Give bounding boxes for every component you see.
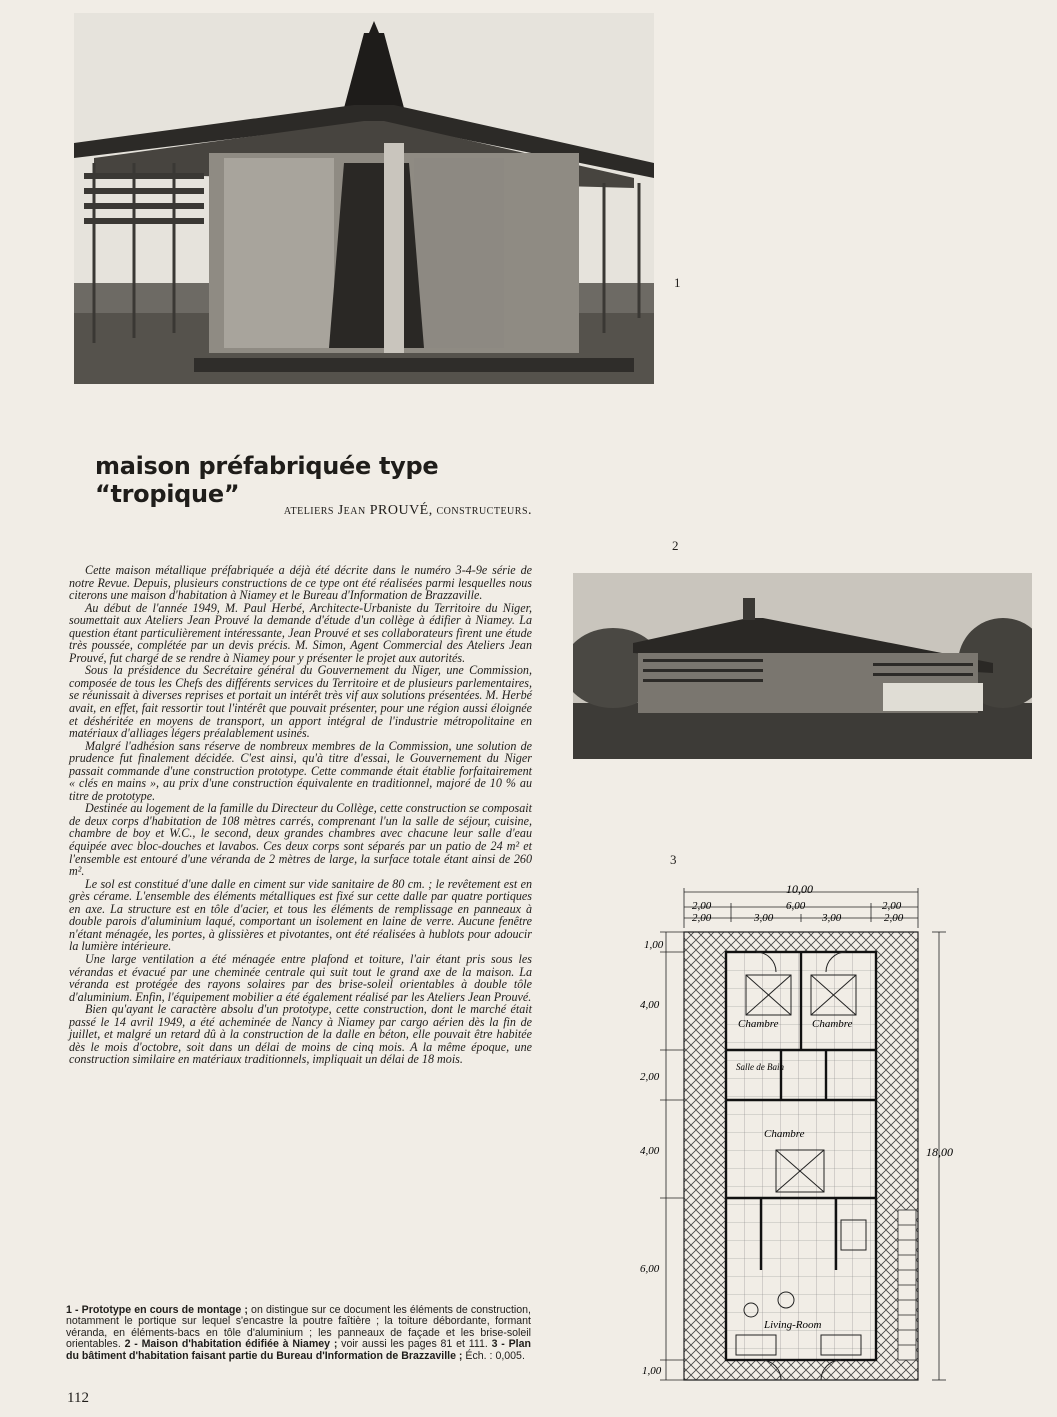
- article-title: maison préfabriquée type “tropique”: [95, 452, 439, 508]
- room-label-living-room: Living-Room: [764, 1319, 822, 1331]
- dim-row3-a: 2,00: [692, 912, 712, 924]
- article-byline: [170, 502, 532, 519]
- byline-suffix: constructeurs.: [436, 503, 532, 518]
- dim-left-5: 6,00: [640, 1263, 660, 1275]
- dim-left-1: 1,00: [644, 939, 664, 951]
- dim-left-6: 1,00: [642, 1365, 662, 1377]
- article-body: [69, 564, 532, 1066]
- room-label-salle-de-bain: Salle de Bain: [736, 1062, 784, 1072]
- caption-3-text: Éch. : 0,005.: [462, 1349, 525, 1362]
- paragraph: Une large ventilation a été ménagée entre plafond et toiture, l'air étant pris sous les vérandas et évacué par une cheminée centrale qui suit tout le grand axe de la maison. La véranda est protégée des rayons solaires par des brise-soleil orientables à double tôle d'aluminium. Enfin, l'équipement mobilier a été également réalisé par les Ateliers Jean Prouvé.: [69, 951, 532, 1004]
- room-label-chambre-1: Chambre: [738, 1018, 779, 1030]
- floor-plan: [636, 880, 966, 1400]
- page-number: 112: [67, 1390, 89, 1406]
- dim-row3-d: 2,00: [884, 912, 904, 924]
- caption-1-title: 1 - Prototype en cours de montage ;: [66, 1304, 248, 1316]
- photo-prototype-assembly: [74, 13, 654, 384]
- figure-number-2: 2: [672, 538, 679, 553]
- dim-left-3: 2,00: [640, 1071, 660, 1083]
- caption-1-text: on distingue sur ce document les éléments de construction, notamment le portique sur lequel s'encastre la poutre faîtière ; la toiture débordante, formant véranda, en éléments-bacs en tôle d'aluminium ; les panneaux de façade et les brise-soleil orientables.: [66, 1304, 531, 1351]
- paragraph: Le sol est constitué d'une dalle en ciment sur vide sanitaire de 80 cm. ; le revêtement est en grès cérame. L'ensemble des éléments métalliques est fixé sur cette dalle par quatre portiques en axe. La structure est en tôle d'acier, et tous les éléments de remplissage en panneaux à double parois d'aluminium laqué, comportant un isolement en laine de verre. Aucune fenêtre n'étant ménagée, les portes, à glissières et pivotantes, ont été réalisées à hublots pour adoucir la lumière intérieure.: [69, 876, 532, 954]
- figure-number-1: 1: [674, 275, 681, 290]
- caption-3-title: 3 - Plan du bâtiment d'habitation faisant partie du Bureau d'Information de Brazzaville ;: [66, 1338, 531, 1362]
- dim-row2-b: 6,00: [786, 900, 806, 912]
- dim-row2-c: 2,00: [882, 900, 902, 912]
- byline-prefix: ateliers: [283, 503, 334, 518]
- dim-total-length: 18,00: [926, 1145, 953, 1159]
- figure-number-3: 3: [670, 852, 677, 867]
- photo-niamey-house: [573, 573, 1032, 759]
- paragraph: Destinée au logement de la famille du Directeur du Collège, cette construction se composait de deux corps d'habitation de 108 mètres carrés, comprenant l'un la salle de séjour, cuisine, chambre de boy et W.C., le second, deux grandes chambres avec chacune leur salle d'eau équipée avec bloc-douches et lavabos. Ces deux corps sont séparés par un patio de 24 m² et l'ensemble est entouré d'une véranda de 2 mètres de large, la surface totale étant ainsi de 260 m².: [69, 801, 532, 879]
- room-label-chambre-2: Chambre: [812, 1018, 853, 1030]
- paragraph: Au début de l'année 1949, M. Paul Herbé, Architecte-Urbaniste du Territoire du Niger, soumettait aux Ateliers Jean Prouvé la demande d'étude d'un collège à édifier à Niamey. La question étant particulièrement intéressante, Jean Prouvé et ses collaborateurs firent une étude très poussée, complétée par un devis précis. M. Simon, Agent Commercial des Ateliers Jean Prouvé, fut chargé de se rendre à Niamey pour y présenter le projet aux autorités.: [69, 600, 532, 665]
- caption-2-text: voir aussi les pages 81 et 111.: [337, 1338, 488, 1351]
- paragraph: Sous la présidence du Secrétaire général du Gouvernement du Niger, une Commission, composée de tous les Chefs des différents services du Territoire et de plusieurs parlementaires, se réunissait à diverses reprises et portait un intérêt très vif aux solutions présentées. M. Herbé avait, en effet, fait ressortir tout l'intérêt que pouvait présenter, pour une région aussi éloignée et déshéritée en moyens de transport, un apport intégral de l'industrie métropolitaine en matériaux d'alliages légers préalablement usinés.: [69, 663, 532, 741]
- paragraph: Bien qu'ayant le caractère absolu d'un prototype, cette construction, dont le marché était passé le 14 avril 1949, a été acheminée de Nancy à Niamey par cargo aérien dès la fin de juillet, et malgré un retard dû à la construction de la dalle en béton, elle pouvait être habitée dès le mois d'octobre, soit dans un délai de moins de cinq mois. A la même époque, une construction similaire en matériaux traditionnels, impliquait un délai de 18 mois.: [69, 1002, 532, 1067]
- dim-row3-c: 3,00: [822, 912, 842, 924]
- paragraph: Malgré l'adhésion sans réserve de nombreux membres de la Commission, une solution de prudence fut finalement décidée. C'est ainsi, qu'à titre d'essai, le Gouvernement du Niger passait commande d'une construction prototype. Cette commande était établie forfaitairement « clés en mains », au prix d'une construction équivalente en traditionnel, majoré de 10 % au titre de prototype.: [69, 738, 532, 803]
- dim-row3-b: 3,00: [754, 912, 774, 924]
- dim-left-2: 4,00: [640, 999, 660, 1011]
- byline-name: Jean PROUVÉ,: [337, 503, 433, 518]
- dim-row2-a: 2,00: [692, 900, 712, 912]
- caption-2-title: 2 - Maison d'habitation édifiée à Niamey ;: [120, 1338, 338, 1351]
- room-label-chambre-3: Chambre: [764, 1128, 805, 1140]
- paragraph: Cette maison métallique préfabriquée a déjà été décrite dans le numéro 3-4-9e série de notre Revue. Depuis, plusieurs constructions de ce type ont été réalisées parmi lesquelles nous citerons une maison d'habitation à Niamey et le Bureau d'Information de Brazzaville.: [69, 563, 532, 603]
- figure-captions: [66, 1305, 531, 1362]
- dim-total-width: 10,00: [786, 882, 813, 896]
- dim-left-4: 4,00: [640, 1145, 660, 1157]
